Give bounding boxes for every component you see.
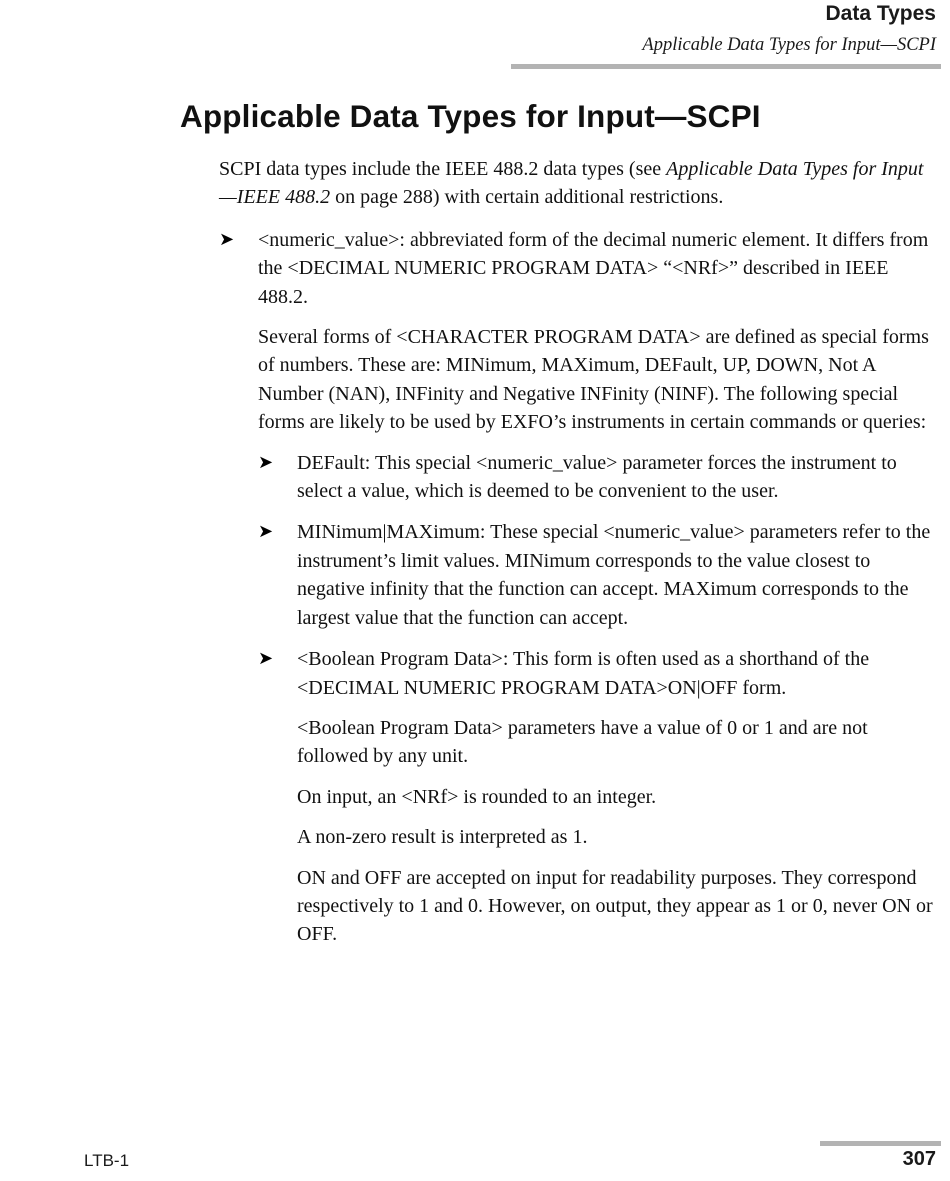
intro-text-before: SCPI data types include the IEEE 488.2 data types (see <box>219 158 667 180</box>
intro-paragraph <box>219 155 939 212</box>
cross-reference-link[interactable]: Applicable Data Types for Input—IEEE 488.2 <box>219 158 924 209</box>
page-title: Applicable Data Types for Input—SCPI <box>180 98 761 134</box>
bullet-lead-text: <numeric_value>: abbreviated form of the decimal numeric element. It differs from the <DECIMAL NUMERIC PROGRAM DATA> “<NRf>” described in IEEE 488.2. <box>258 228 929 308</box>
bullet-arrow-icon: ➤ <box>258 648 274 670</box>
sub-bullet-min-max <box>258 518 939 632</box>
header-rule <box>511 64 941 69</box>
bullet-numeric-value <box>219 226 939 949</box>
boolean-paragraph: ON and OFF are accepted on input for readability purposes. They correspond respectively to 1 and 0. However, on output, they appear as 1 or 0, never ON or OFF. <box>297 866 933 946</box>
body-content <box>219 155 939 962</box>
footer-rule <box>820 1141 941 1146</box>
boolean-paragraph: <Boolean Program Data> parameters have a value of 0 or 1 and are not followed by any unit. <box>297 716 868 768</box>
bullet-arrow-icon: ➤ <box>258 521 274 543</box>
footer-product-name: LTB-1 <box>84 1151 130 1170</box>
sub-bullet-text: DEFault: This special <numeric_value> parameter forces the instrument to select a value, which is deemed to be convenient to the user. <box>297 451 897 503</box>
sub-bullet-text: <Boolean Program Data>: This form is often used as a shorthand of the <DECIMAL NUMERIC PROGRAM DATA>ON|OFF form. <box>297 648 870 699</box>
sub-bullet-text: MINimum|MAXimum: These special <numeric_value> parameters refer to the instrument’s limit values. MINimum corresponds to the value closest to negative infinity that the function can accept. MAXimum corresponds to the largest value that the function can accept. <box>297 521 931 629</box>
running-header-subsection: Applicable Data Types for Input—SCPI <box>642 35 936 55</box>
sub-bullet-boolean <box>258 645 939 949</box>
running-header-section: Data Types <box>825 2 936 25</box>
boolean-paragraph: On input, an <NRf> is rounded to an integer. <box>297 785 657 808</box>
sub-bullet-default <box>258 449 939 506</box>
bullet-arrow-icon: ➤ <box>258 451 274 473</box>
page-number: 307 <box>902 1148 936 1170</box>
sub-bullet-list <box>258 449 939 949</box>
bullet-arrow-icon: ➤ <box>219 228 235 250</box>
special-forms-paragraph: Several forms of <CHARACTER PROGRAM DATA> are defined as special forms of numbers. These are: MINimum, MAXimum, DEFault, UP, DOWN, Not A Number (NAN), INFinity and Negative INFinity (NINF). The following special forms are likely to be used by EXFO’s instruments in certain commands or queries: <box>258 326 929 434</box>
intro-text-after: on page 288) with certain additional restrictions. <box>330 186 724 209</box>
boolean-paragraph: A non-zero result is interpreted as 1. <box>297 826 588 849</box>
